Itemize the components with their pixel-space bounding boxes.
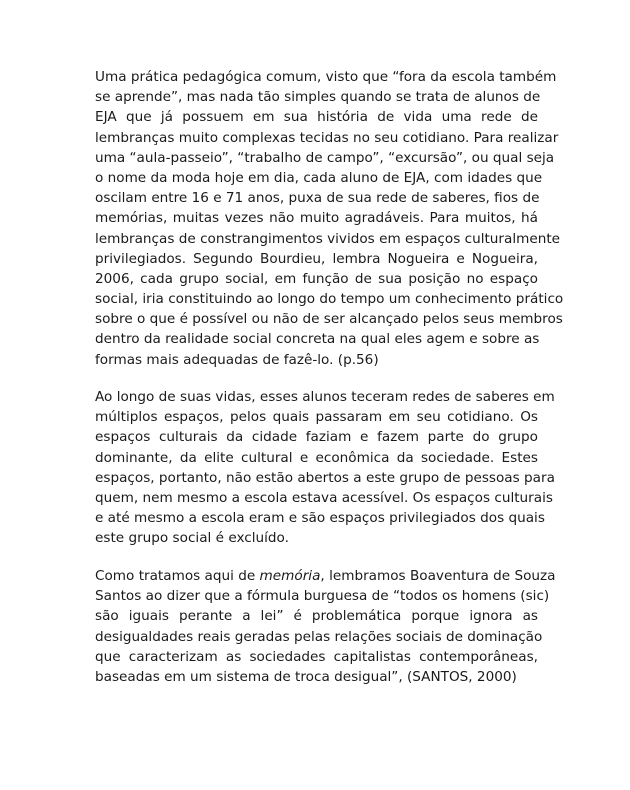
paragraph-line: espaços culturais da cidade faziam e fazem parte do grupo — [95, 429, 538, 446]
paragraph-line: são iguais perante a lei” é problemática porque ignora as — [95, 608, 538, 625]
paragraph-line: uma “aula-passeio”, “trabalho de campo”, “excursão”, ou qual seja — [95, 149, 555, 166]
paragraph-3 — [95, 566, 556, 687]
paragraph-line: 2006, cada grupo social, em função de sua posição no espaço — [95, 270, 538, 287]
paragraph-line: Uma prática pedagógica comum, visto que “fora da escola também — [95, 69, 557, 85]
paragraph-line: formas mais adequadas de fazê-lo. (p.56) — [95, 351, 379, 368]
emphasis-term: memória — [259, 568, 321, 584]
paragraph-line: lembranças de constrangimentos vividos em espaços culturalmente — [95, 230, 561, 247]
paragraph-line: EJA que já possuem em sua história de vida uma rede de — [95, 109, 538, 126]
paragraph-line: se aprende”, mas nada tão simples quando se trata de alunos de — [95, 89, 541, 106]
paragraph-line: dentro da realidade social concreta na qual eles agem e sobre as — [95, 331, 540, 348]
paragraph-line: memórias, muitas vezes não muito agradáveis. Para muitos, há — [95, 210, 538, 227]
paragraph-line: desigualdades reais geradas pelas relações sociais de dominação — [95, 628, 543, 645]
paragraph-line: Ao longo de suas vidas, esses alunos teceram redes de saberes em — [95, 389, 555, 405]
paragraph-line: dominante, da elite cultural e econômica da sociedade. Estes — [95, 449, 538, 466]
paragraph-line: social, iria constituindo ao longo do tempo um conhecimento prático — [95, 291, 564, 308]
paragraph-line: múltiplos espaços, pelos quais passaram em seu cotidiano. Os — [95, 409, 538, 426]
paragraph-line: e até mesmo a escola eram e são espaços privilegiados dos quais — [95, 510, 545, 527]
paragraph-line: sobre o que é possível ou não de ser alcançado pelos seus membros — [95, 311, 563, 328]
paragraph-line: quem, nem mesmo a escola estava acessível. Os espaços culturais — [95, 489, 553, 506]
paragraph-line: baseadas em um sistema de troca desigual”, (SANTOS, 2000) — [95, 668, 517, 685]
paragraph-line: oscilam entre 16 e 71 anos, puxa de sua rede de saberes, fios de — [95, 190, 540, 207]
paragraph-1 — [95, 67, 564, 370]
line-prefix: Como tratamos aqui de — [95, 568, 260, 584]
paragraph-line: lembranças muito complexas tecidas no seu cotidiano. Para realizar — [95, 129, 559, 146]
paragraph-line: espaços, portanto, não estão abertos a este grupo de pessoas para — [95, 469, 555, 486]
paragraph-2 — [95, 387, 555, 549]
paragraph-line: o nome da moda hoje em dia, cada aluno de EJA, com idades que — [95, 169, 543, 186]
paragraph-line: este grupo social é excluído. — [95, 530, 289, 547]
paragraph-line: Santos ao dizer que a fórmula burguesa de “todos os homens (sic) — [95, 588, 550, 605]
paragraph-first-line — [95, 566, 556, 586]
paragraph-line: que caracterizam as sociedades capitalistas contemporâneas, — [95, 648, 538, 665]
line-suffix: , lembramos Boaventura de Souza — [320, 568, 556, 584]
paragraph-line: privilegiados. Segundo Bourdieu, lembra Nogueira e Nogueira, — [95, 250, 538, 267]
